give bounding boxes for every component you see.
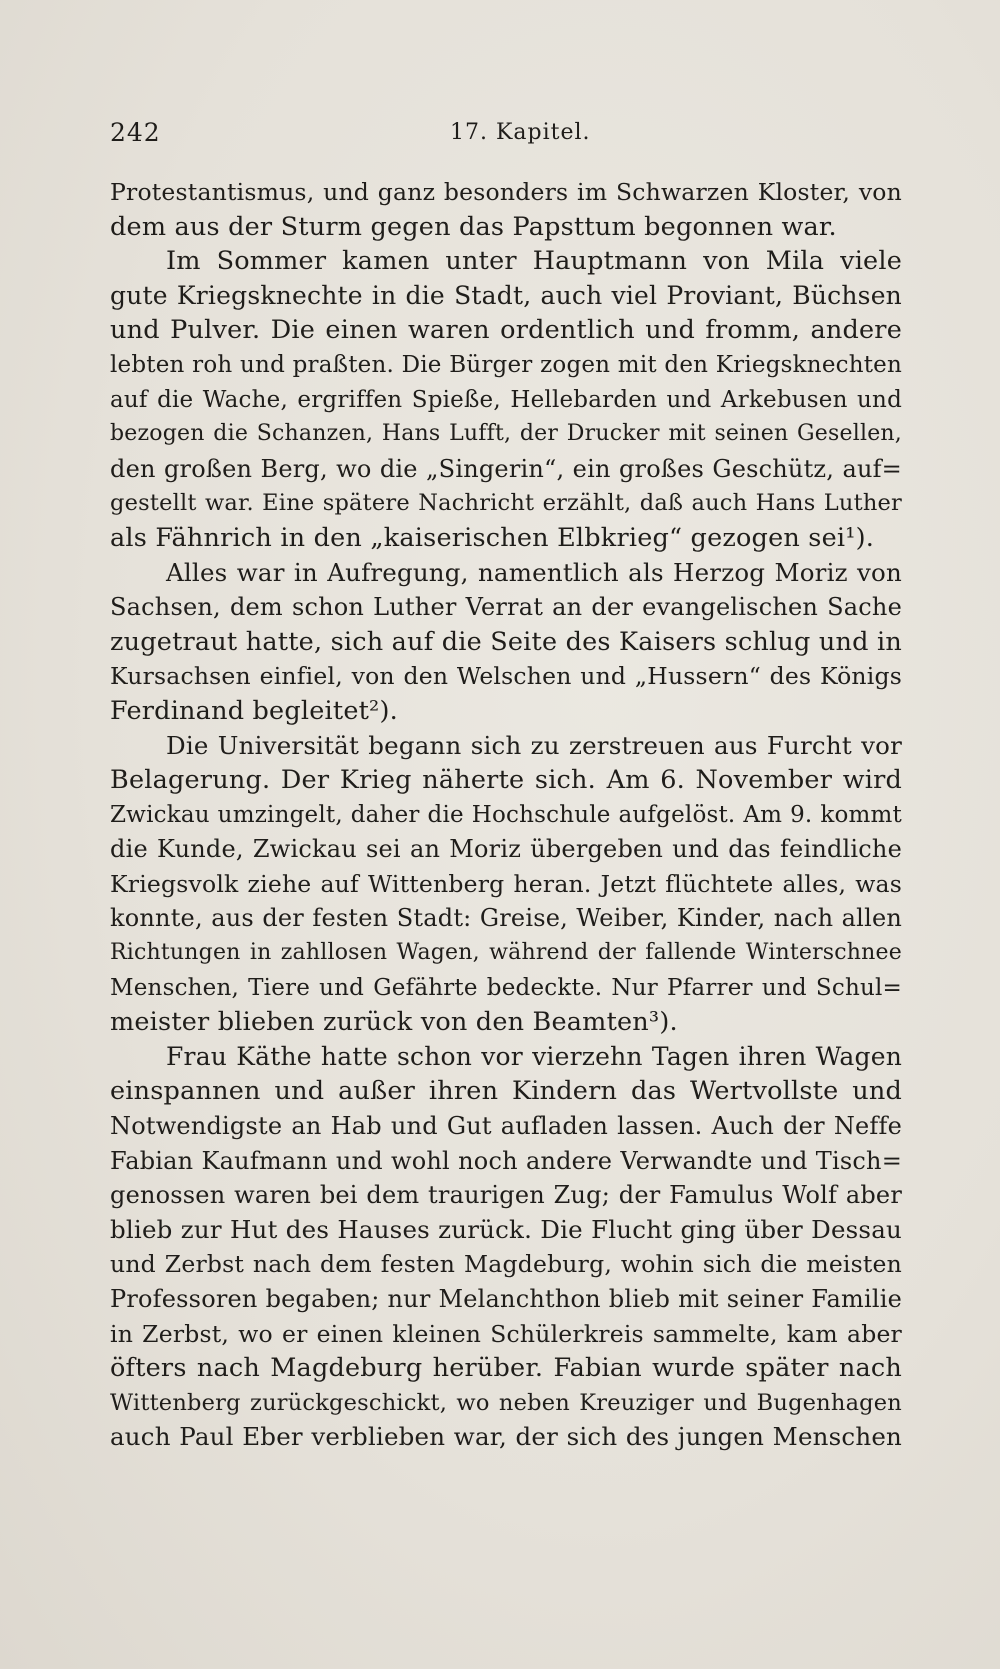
text-line: genossen waren bei dem traurigen Zug; der Famulus Wolf aber bbox=[110, 1181, 902, 1210]
text-line: Alles war in Aufregung, namentlich als Herzog Moriz von bbox=[166, 557, 902, 587]
text-line: lebten roh und praßten. Die Bürger zogen mit den Kriegsknechten bbox=[110, 351, 902, 378]
text-line: Richtungen in zahllosen Wagen, während der fallende Winterschnee bbox=[110, 940, 902, 966]
text-line: gestellt war. Eine spätere Nachricht erzählt, daß auch Hans Luther bbox=[110, 490, 902, 517]
text-line: auch Paul Eber verblieben war, der sich des jungen Menschen bbox=[110, 1422, 902, 1452]
text-line: Fabian Kaufmann und wohl noch andere Verwandte und Tisch= bbox=[110, 1146, 902, 1175]
text-line: Wittenberg zurückgeschickt, wo neben Kreuziger und Bugenhagen bbox=[110, 1389, 902, 1416]
text-line: Zwickau umzingelt, daher die Hochschule aufgelöst. Am 9. kommt bbox=[110, 801, 902, 828]
text-line: Die Universität begann sich zu zerstreuen aus Furcht vor bbox=[166, 730, 902, 760]
text-line: den großen Berg, wo die „Singerin“, ein großes Geschütz, auf= bbox=[110, 454, 902, 483]
text-line: blieb zur Hut des Hauses zurück. Die Flucht ging über Dessau bbox=[110, 1214, 902, 1244]
text-line: meister blieben zurück von den Beamten³). bbox=[110, 1007, 678, 1038]
text-line: auf die Wache, ergriffen Spieße, Hellebarden und Arkebusen und bbox=[110, 386, 902, 413]
text-line: Kursachsen einfiel, von den Welschen und „Hussern“ des Königs bbox=[110, 662, 902, 691]
text-line: konnte, aus der festen Stadt: Greise, Weiber, Kinder, nach allen bbox=[110, 904, 902, 933]
text-line: die Kunde, Zwickau sei an Moriz übergeben und das feindliche bbox=[110, 835, 902, 864]
running-head: 17. Kapitel. bbox=[450, 120, 591, 145]
text-line: in Zerbst, wo er einen kleinen Schülerkreis sammelte, kam aber bbox=[110, 1319, 902, 1348]
text-line: als Fähnrich in den „kaiserischen Elbkrieg“ gezogen sei¹). bbox=[110, 522, 875, 553]
text-line: Notwendigste an Hab und Gut aufladen lassen. Auch der Neffe bbox=[110, 1112, 902, 1141]
text-line: öfters nach Magdeburg herüber. Fabian wurde später nach bbox=[110, 1353, 902, 1384]
text-line: und Pulver. Die einen waren ordentlich und fromm, andere bbox=[110, 315, 902, 346]
text-line: einspannen und außer ihren Kindern das Wertvollste und bbox=[110, 1076, 902, 1107]
text-line: Kriegsvolk ziehe auf Wittenberg heran. Jetzt flüchtete alles, was bbox=[110, 869, 902, 898]
text-line: Belagerung. Der Krieg näherte sich. Am 6. November wird bbox=[110, 765, 902, 796]
text-line: und Zerbst nach dem festen Magdeburg, wohin sich die meisten bbox=[110, 1250, 902, 1279]
text-line: Ferdinand begleitet²). bbox=[110, 695, 398, 726]
body-text bbox=[110, 175, 902, 1455]
text-line: dem aus der Sturm gegen das Papsttum begonnen war. bbox=[110, 211, 837, 242]
text-line: Frau Käthe hatte schon vor vierzehn Tagen ihren Wagen bbox=[166, 1041, 902, 1071]
text-line: zugetraut hatte, sich auf die Seite des Kaisers schlug und in bbox=[110, 626, 902, 657]
text-line: bezogen die Schanzen, Hans Lufft, der Drucker mit seinen Gesellen, bbox=[110, 421, 902, 447]
text-line: Protestantismus, und ganz besonders im Schwarzen Kloster, von bbox=[110, 178, 902, 206]
text-line: gute Kriegsknechte in die Stadt, auch viel Proviant, Büchsen bbox=[110, 280, 902, 310]
page-number: 242 bbox=[110, 118, 161, 147]
text-line: Professoren begaben; nur Melanchthon blieb mit seiner Familie bbox=[110, 1285, 902, 1313]
text-line: Im Sommer kamen unter Hauptmann von Mila viele bbox=[166, 246, 902, 277]
page-header bbox=[110, 118, 900, 154]
text-line: Sachsen, dem schon Luther Verrat an der evangelischen Sache bbox=[110, 593, 902, 622]
text-line: Menschen, Tiere und Gefährte bedeckte. Nur Pfarrer und Schul= bbox=[110, 974, 902, 1001]
